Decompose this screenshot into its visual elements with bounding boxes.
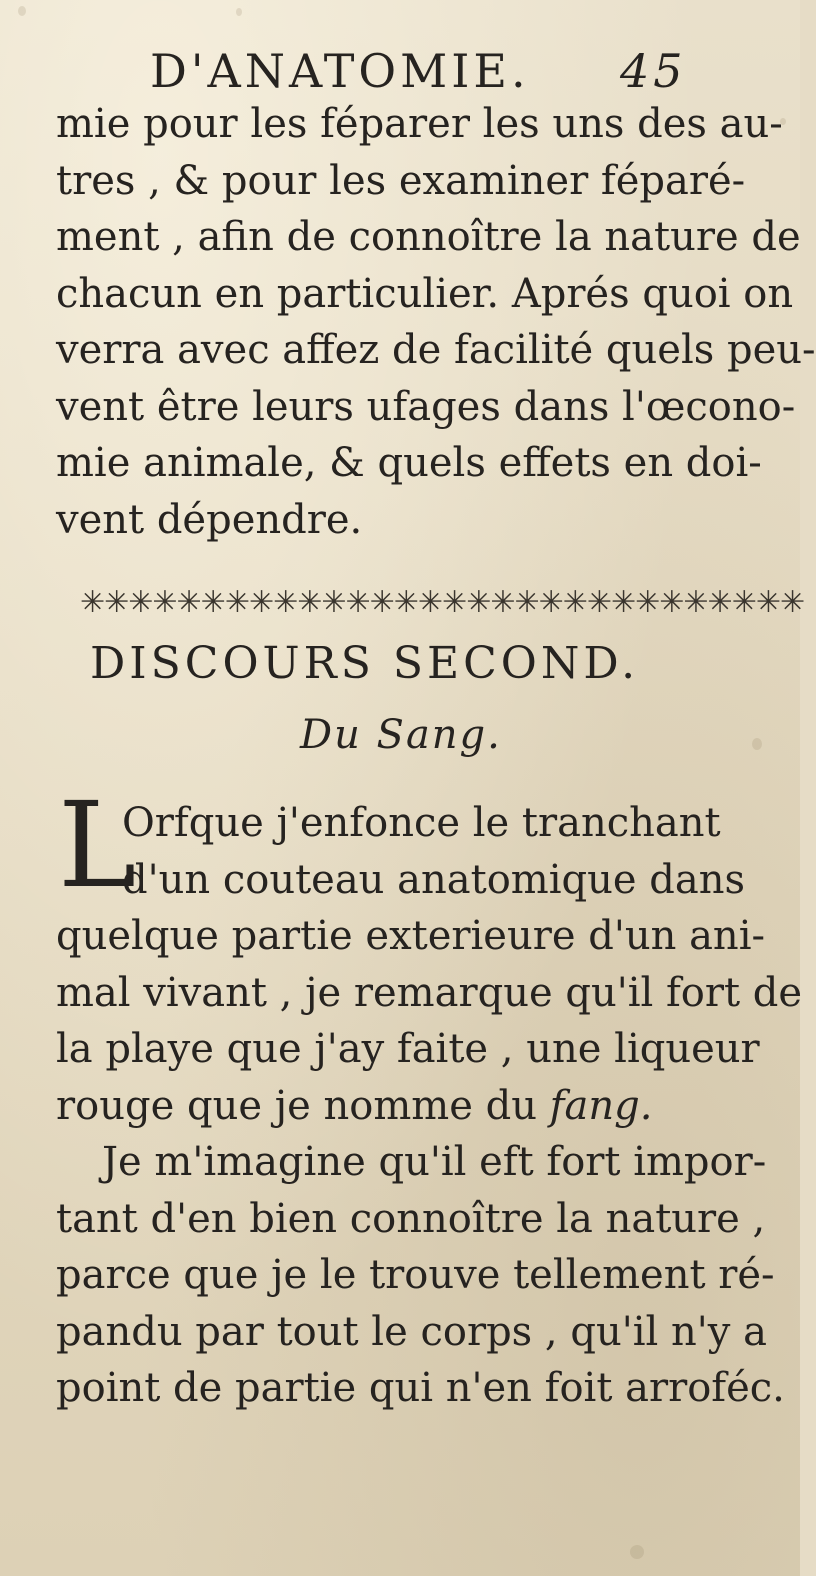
- text-line: d'un couteau anatomique dans: [122, 856, 745, 903]
- section-subtitle: Du Sang.: [300, 712, 502, 758]
- text-line: quelque partie exterieure d'un ani-: [56, 913, 766, 959]
- italic-word: fang.: [549, 1082, 653, 1129]
- text-fragment: rouge que je nomme du: [56, 1082, 550, 1129]
- text-line: tant d'en bien connoître la nature ,: [56, 1195, 766, 1242]
- text-line: vent dépendre.: [56, 496, 363, 543]
- paper-stain: [236, 8, 242, 16]
- ornamental-divider: ✳✳✳✳✳✳✳✳✳✳✳✳✳✳✳✳✳✳✳✳✳✳✳✳✳✳✳✳✳✳: [80, 585, 805, 620]
- text-line: point de partie qui n'en foit arroféc.: [56, 1365, 785, 1411]
- text-line: chacun en particulier. Aprés quoi on: [56, 270, 794, 317]
- header-title: D'ANATOMIE.: [150, 44, 530, 98]
- text-line: Je m'imagine qu'il eft fort impor-: [102, 1139, 767, 1185]
- paragraph-intro: [56, 96, 816, 548]
- text-line: ment , afin de connoître la nature de: [56, 214, 801, 260]
- text-line: mie pour les féparer les uns des au-: [56, 101, 783, 147]
- text-line: mal vivant , je remarque qu'il fort de: [56, 969, 803, 1016]
- running-header: [150, 44, 750, 96]
- text-line: pandu par tout le corps , qu'il n'y a: [56, 1308, 767, 1355]
- text-line: tres , & pour les examiner féparé-: [56, 157, 746, 204]
- section-title: DISCOURS SECOND.: [90, 638, 640, 689]
- text-line: la playe que j'ay faite , une liqueur: [56, 1026, 760, 1072]
- text-line: verra avec affez de facilité quels peu-: [56, 327, 816, 373]
- paper-stain: [630, 1545, 644, 1559]
- text-line: vent être leurs ufages dans l'œcono-: [56, 383, 796, 430]
- text-line: Orfque j'enfonce le tranchant: [122, 800, 721, 846]
- drop-capital: L: [58, 776, 137, 914]
- text-line: mie animale, & quels effets en doi-: [56, 440, 762, 486]
- paper-stain: [752, 738, 762, 750]
- text-line: parce que je le trouve tellement ré-: [56, 1252, 775, 1298]
- paragraph-blood: [56, 795, 803, 1417]
- paper-stain: [18, 6, 26, 16]
- page-number: 45: [620, 44, 687, 98]
- text-line: [56, 1078, 766, 1135]
